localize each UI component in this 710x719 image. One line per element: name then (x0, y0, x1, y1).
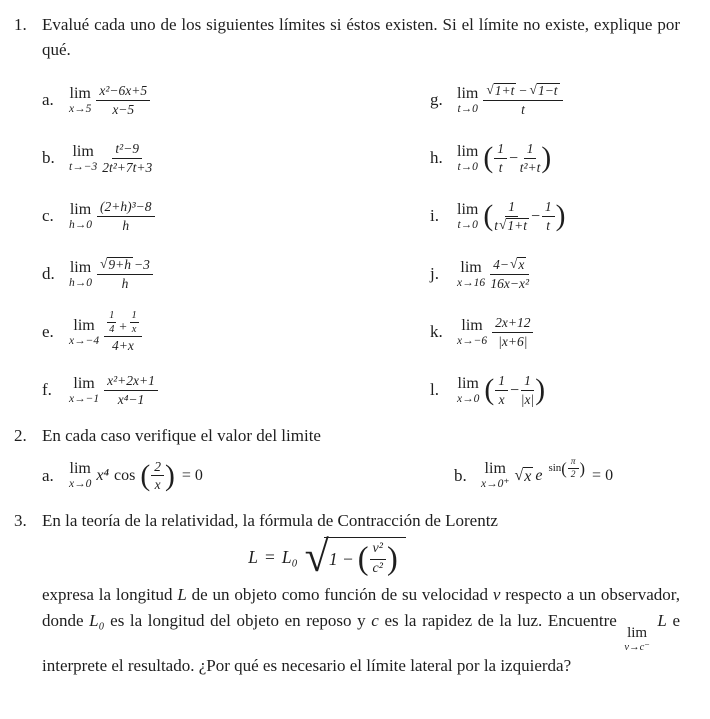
denominator: x (131, 323, 137, 335)
lim-word: lim (73, 374, 95, 392)
q1-item-k (430, 308, 680, 356)
denominator (494, 217, 529, 234)
item-label: b. (42, 147, 55, 167)
fraction (490, 257, 529, 292)
limit-subscript: t→0 (457, 218, 478, 231)
limit-expression (457, 199, 565, 234)
question-number: 1. (14, 15, 27, 34)
limit-expression (481, 456, 614, 491)
numerator: 1 (524, 141, 537, 159)
fraction (104, 373, 158, 408)
limit-expression (69, 199, 155, 234)
limit-operator (69, 260, 92, 290)
item-label: i. (430, 205, 439, 225)
numerator (490, 257, 529, 275)
text-segment: e interprete el resultado. ¿Por qué es necesario el límite lateral por la izquierda? (42, 610, 681, 676)
item-label: a. (42, 89, 54, 109)
limit-expression (457, 373, 545, 408)
denominator: x−5 (112, 101, 135, 117)
limit-operator (481, 461, 509, 491)
fraction (97, 199, 155, 234)
limit-subscript: x→16 (457, 276, 486, 289)
term: √ 1 − (328, 548, 354, 569)
denominator: 16x−x² (490, 275, 530, 291)
fraction (370, 541, 386, 577)
parenthesized-group (484, 373, 545, 408)
equals-value: = 0 (181, 467, 203, 485)
numerator: 1 (521, 373, 534, 391)
q1-item-d (42, 250, 430, 298)
fraction (130, 310, 139, 335)
fraction (492, 315, 533, 350)
text-segment: expresa la longitud (42, 585, 178, 605)
denominator: c² (372, 560, 383, 576)
fraction (102, 141, 152, 176)
item-label: b. (454, 465, 467, 485)
fraction (494, 141, 507, 176)
limit-subscript: v→c⁻ (624, 641, 650, 653)
exponent (548, 457, 585, 481)
lim-word: lim (457, 374, 479, 392)
limit-operator (69, 461, 91, 491)
denominator: h (122, 217, 130, 233)
denominator: x⁴−1 (117, 391, 145, 407)
lim-word: lim (69, 258, 92, 276)
fraction (96, 83, 150, 118)
numerator: 1 (542, 199, 555, 217)
lim-word: lim (460, 258, 482, 276)
numerator: ( π (568, 457, 579, 469)
limit-expression (457, 141, 551, 176)
numerator: x²−6x+5 (96, 83, 150, 101)
variable: L₀ (89, 610, 105, 630)
euler-base: e (535, 467, 543, 485)
q1-item-j (430, 250, 680, 298)
sin-function: sin (548, 461, 562, 474)
parenthesized-group (561, 457, 585, 481)
fraction (104, 310, 142, 354)
fraction (494, 199, 529, 234)
limit-subscript: t→0 (457, 102, 478, 115)
text-segment: es la rapidez de la luz. Encuentre (378, 610, 623, 630)
limit-expression (457, 257, 529, 292)
limit-operator (69, 144, 97, 174)
limit-expression (69, 373, 158, 408)
minus-operator: − (518, 82, 528, 98)
q1-item-e (42, 308, 430, 356)
fraction (542, 199, 555, 234)
rest-length-variable: L₀ (281, 546, 298, 567)
factor: t (494, 217, 498, 233)
limit-expression (69, 83, 150, 118)
question-3-header (14, 509, 680, 534)
denominator: |x+6| (498, 333, 528, 349)
limit-operator (457, 86, 478, 116)
cos-function: cos (114, 467, 136, 485)
lim-word: lim (72, 142, 94, 160)
item-label: k. (430, 321, 443, 341)
q1-item-g (430, 76, 680, 124)
q1-item-b (42, 134, 430, 182)
numerator: 1 (109, 310, 115, 322)
question-3 (14, 509, 680, 679)
variable: c (371, 610, 379, 630)
question-1 (14, 13, 680, 414)
limit-expression (457, 315, 533, 350)
question-number: 3. (14, 510, 27, 530)
question-prompt: Evalué cada uno de los siguientes límites si éstos existen. Si el límite no existe, explique por qué. (42, 15, 680, 59)
radicand: √ 1+t (494, 82, 515, 98)
q1-item-c (42, 192, 430, 240)
question-1-items (42, 76, 680, 414)
limit-operator (69, 318, 99, 348)
limit-subscript: t→−3 (69, 160, 98, 173)
equals-sign: = (264, 546, 275, 567)
question-2-items (42, 453, 680, 499)
radical (486, 83, 516, 99)
lim-word: lim (69, 200, 92, 218)
numerator: (2+h)³−8 (97, 199, 155, 217)
lim-word: lim (73, 316, 95, 334)
limit-operator (457, 376, 479, 406)
minus-operator: − (530, 207, 541, 225)
denominator: 2t²+7t+3 (102, 159, 153, 175)
item-label: a. (42, 465, 54, 485)
q2-item-a (42, 453, 454, 499)
denominator: t (546, 217, 551, 233)
term: −3 (134, 256, 150, 272)
numerator: 2x+12 (492, 315, 533, 333)
question-2 (14, 424, 680, 499)
fraction (521, 373, 534, 408)
item-label: l. (430, 379, 439, 399)
text-segment: es la longitud del objeto en reposo y (104, 610, 372, 630)
variable: L (651, 610, 667, 630)
limit-subscript: h→0 (69, 276, 92, 289)
numerator: x²+2x+1 (104, 373, 158, 391)
radical (305, 537, 406, 579)
lim-word: lim (69, 84, 91, 102)
radical (514, 467, 533, 486)
lim-word: lim (457, 142, 479, 160)
parenthesized-group (483, 199, 565, 234)
parenthesized-group (140, 459, 174, 494)
denominator: 4+x (112, 338, 134, 354)
question-intro: En la teoría de la relatividad, la fórmula de Contracción de Lorentz (42, 510, 498, 530)
lorentz-contraction-formula (14, 537, 640, 579)
numerator (104, 310, 142, 337)
limit-subscript: x→−6 (457, 334, 488, 347)
numerator: ( 1 (495, 373, 508, 391)
limit-operator (457, 202, 478, 232)
numerator: ( 1 (494, 141, 507, 159)
radicand: √ x (524, 467, 532, 485)
variable: L (177, 585, 187, 605)
denominator: x (498, 391, 505, 407)
item-label: h. (430, 147, 443, 167)
radical (100, 257, 133, 273)
radicand: √ x (518, 256, 525, 272)
q2-item-b (454, 453, 680, 499)
fraction (483, 83, 562, 118)
question-2-header (14, 424, 680, 449)
denominator: t (521, 101, 525, 117)
denominator: x (154, 477, 161, 493)
question-1-header (14, 13, 680, 62)
radicand (324, 537, 406, 577)
lim-word: lim (461, 316, 483, 334)
equals-value: = 0 (592, 467, 614, 485)
item-label: e. (42, 321, 54, 341)
limit-expression (69, 310, 142, 354)
radicand: √ 1+t (507, 217, 528, 233)
lim-word: lim (457, 84, 479, 102)
limit-subscript: t→0 (457, 160, 478, 173)
radical (510, 257, 526, 273)
power-term: x⁴ (96, 467, 110, 485)
fraction (520, 141, 541, 176)
limit-subscript: x→5 (69, 102, 92, 115)
variable: v (492, 585, 501, 605)
fraction (107, 310, 116, 335)
q1-item-a (42, 76, 430, 124)
radical (530, 83, 560, 99)
fraction (151, 459, 164, 494)
denominator: t (498, 159, 503, 175)
text-segment: de un objeto como función de su velocidad (186, 585, 493, 605)
limit-operator (69, 86, 91, 116)
fraction (97, 257, 153, 292)
lim-word: lim (627, 624, 648, 641)
fraction (495, 373, 508, 408)
limit-operator (457, 144, 478, 174)
q1-item-l (430, 366, 680, 414)
plus-operator: + (118, 319, 128, 335)
item-label: d. (42, 263, 55, 283)
limit-operator (624, 626, 649, 654)
limit-subscript: h→0 (69, 218, 92, 231)
q3-paragraph (42, 582, 680, 679)
radicand: √ 1−t (537, 82, 558, 98)
fraction (568, 457, 579, 481)
limit-subscript: x→0 (457, 392, 480, 405)
numerator: ( v² (370, 541, 386, 560)
limit-expression (69, 459, 203, 494)
numerator: 1 (131, 310, 137, 322)
lim-word: lim (69, 460, 91, 478)
q1-item-i (430, 192, 680, 240)
numerator (483, 83, 562, 101)
question-number: 2. (14, 426, 27, 446)
denominator: 4 (109, 323, 115, 335)
limit-expression (69, 257, 153, 292)
item-label: j. (430, 263, 439, 283)
term: 4− (493, 256, 509, 272)
numerator: t²−9 (112, 141, 142, 159)
limit-operator (69, 202, 92, 232)
text-segment: respecto a un observador, donde (42, 585, 680, 630)
q1-item-h (430, 134, 680, 182)
limit-operator (69, 376, 99, 406)
limit-subscript: x→−4 (69, 334, 100, 347)
limit-subscript: x→0⁺ (481, 478, 510, 491)
radical (499, 218, 529, 234)
item-label: c. (42, 205, 54, 225)
q1-item-f (42, 366, 430, 414)
limit-expression (69, 141, 152, 176)
limit-expression (457, 83, 563, 118)
denominator: |x| (520, 391, 535, 407)
parenthesized-group (358, 541, 398, 577)
numerator: ( 2 (151, 459, 164, 477)
lim-word: lim (484, 460, 506, 478)
minus-operator: − (507, 149, 519, 167)
denominator: t²+t (519, 159, 541, 175)
numerator: ( 1 (505, 199, 518, 217)
limit-subscript: x→0 (69, 478, 92, 491)
numerator (97, 257, 153, 275)
denominator: 2 (570, 470, 576, 481)
limit-subscript: x→−1 (69, 392, 100, 405)
item-label: f. (42, 379, 52, 399)
length-variable: L (248, 546, 258, 567)
limit-operator (457, 260, 485, 290)
item-label: g. (430, 89, 443, 109)
minus-operator: − (508, 381, 520, 399)
denominator: h (121, 275, 129, 291)
parenthesized-group (483, 141, 551, 176)
limit-operator (457, 318, 487, 348)
radicand: √ 9+h (108, 256, 132, 272)
lim-word: lim (457, 200, 479, 218)
question-prompt: En cada caso verifique el valor del limite (42, 426, 321, 446)
